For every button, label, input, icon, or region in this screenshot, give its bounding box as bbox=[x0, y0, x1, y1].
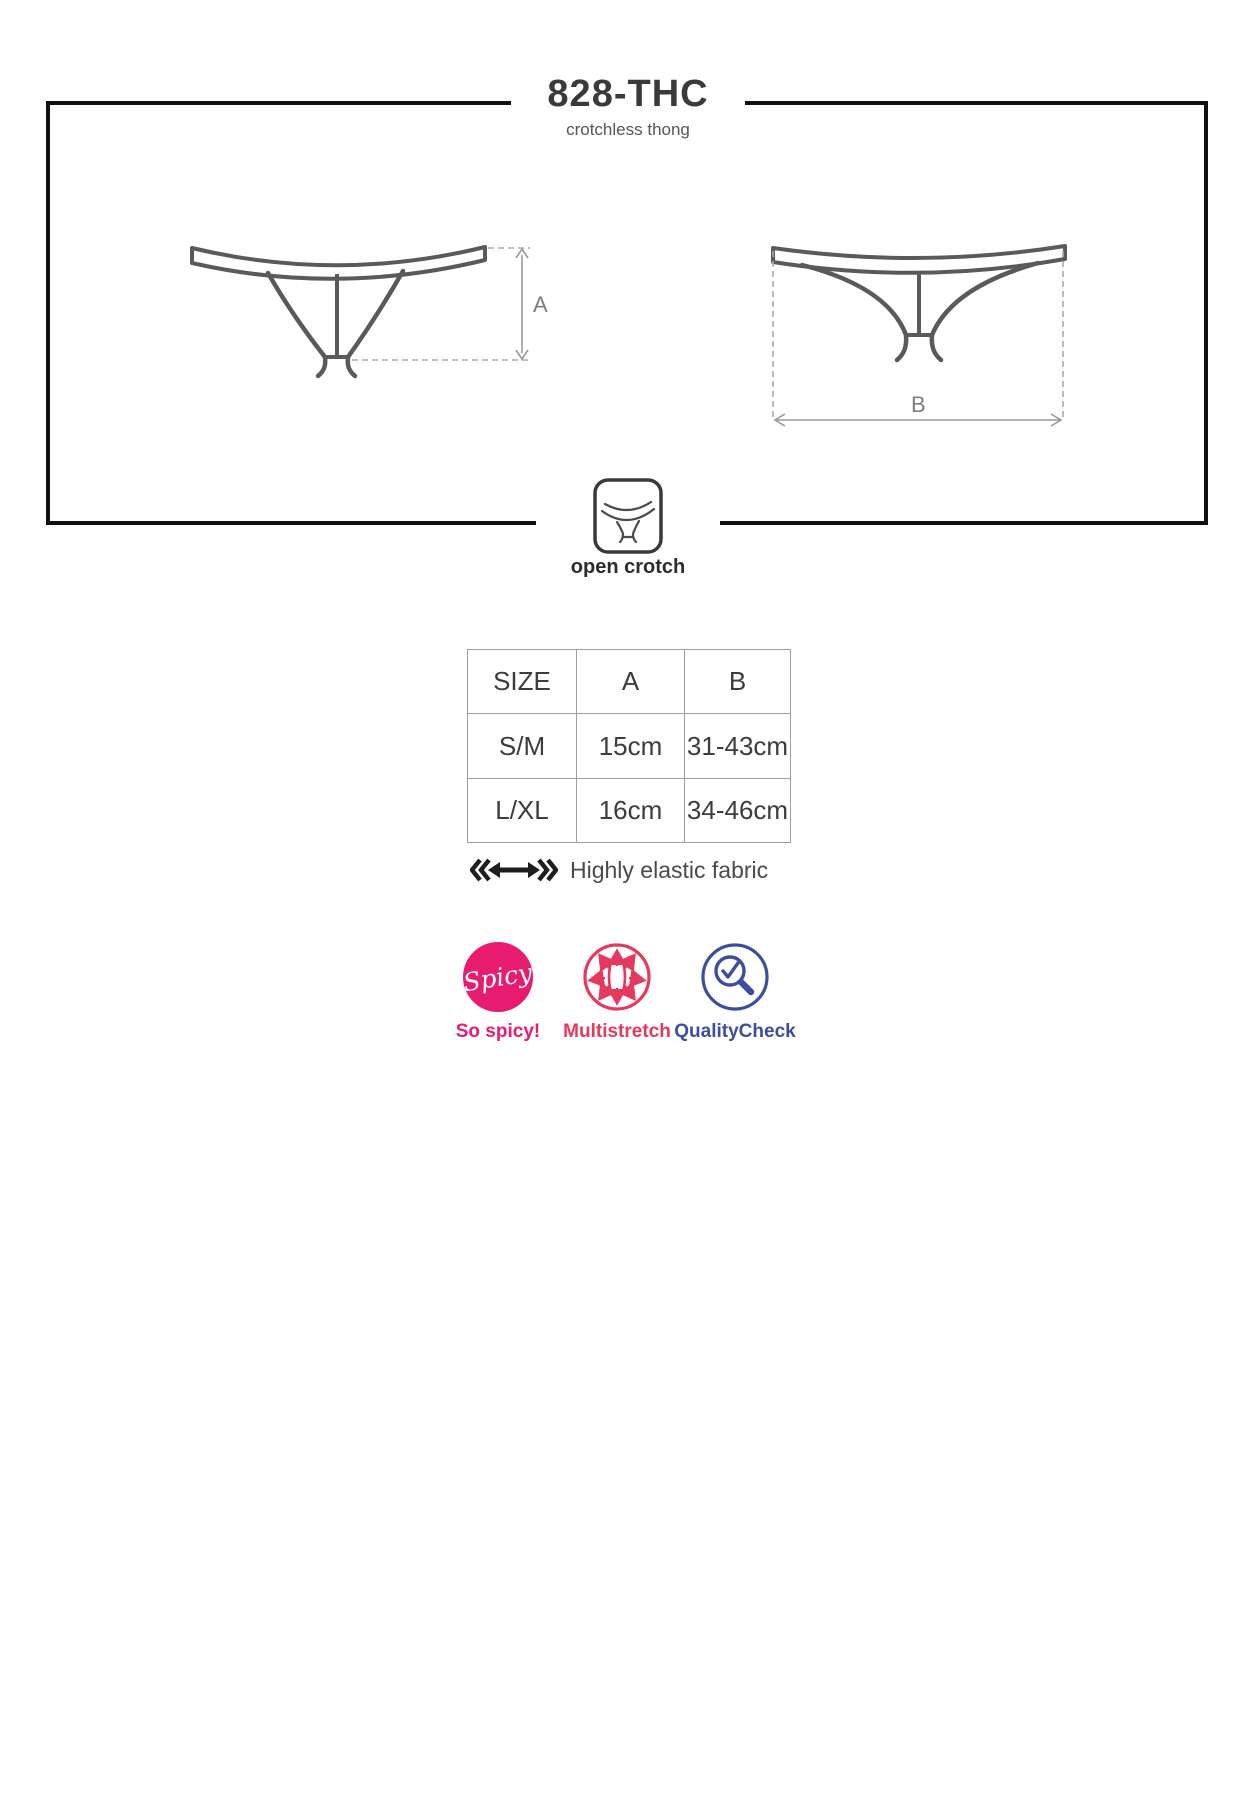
a-cell: 16cm bbox=[577, 779, 685, 843]
open-crotch-icon bbox=[592, 477, 664, 555]
back-left-edge bbox=[802, 265, 906, 335]
spicy-icon bbox=[463, 942, 533, 1012]
size-cell: S/M bbox=[468, 714, 577, 779]
product-type: crotchless thong bbox=[566, 120, 690, 139]
size-table-header: A bbox=[577, 650, 685, 714]
size-table-header-row bbox=[468, 650, 791, 714]
multistretch-icon bbox=[582, 942, 652, 1012]
spicy-icon-text: Spicy bbox=[461, 957, 535, 997]
dim-b-label: B bbox=[911, 392, 926, 417]
badge-multistretch bbox=[552, 942, 682, 1043]
size-table bbox=[467, 649, 791, 843]
badge-qualitycheck bbox=[670, 942, 800, 1043]
front-left-edge bbox=[268, 273, 325, 357]
a-cell: 15cm bbox=[577, 714, 685, 779]
front-right-edge bbox=[348, 271, 403, 357]
b-cell: 34-46cm bbox=[685, 779, 791, 843]
elastic-fabric-label: Highly elastic fabric bbox=[570, 857, 769, 883]
elastic-arrows-icon bbox=[470, 857, 558, 883]
thong-back-diagram bbox=[760, 235, 1075, 433]
size-cell: L/XL bbox=[468, 779, 577, 843]
open-crotch-label: open crotch bbox=[570, 556, 686, 578]
front-crotch-hooks bbox=[318, 357, 355, 376]
dim-a-label: A bbox=[533, 292, 548, 317]
badge-qualitycheck-label: QualityCheck bbox=[674, 1021, 796, 1042]
size-table-row bbox=[468, 779, 791, 843]
badge-multistretch-label: Multistretch bbox=[563, 1021, 671, 1042]
page-title bbox=[0, 72, 1256, 116]
b-cell: 31-43cm bbox=[685, 714, 791, 779]
size-table-row bbox=[468, 714, 791, 779]
product-code: 828-THC bbox=[511, 72, 744, 116]
open-crotch-icon-box bbox=[595, 480, 661, 552]
size-table-header: B bbox=[685, 650, 791, 714]
size-table-header: SIZE bbox=[468, 650, 577, 714]
qualitycheck-icon bbox=[700, 942, 770, 1012]
badge-spicy-label: So spicy! bbox=[455, 1021, 541, 1042]
thong-front-diagram bbox=[180, 235, 555, 390]
badge-spicy bbox=[433, 942, 563, 1043]
back-crotch-hooks bbox=[897, 335, 941, 360]
